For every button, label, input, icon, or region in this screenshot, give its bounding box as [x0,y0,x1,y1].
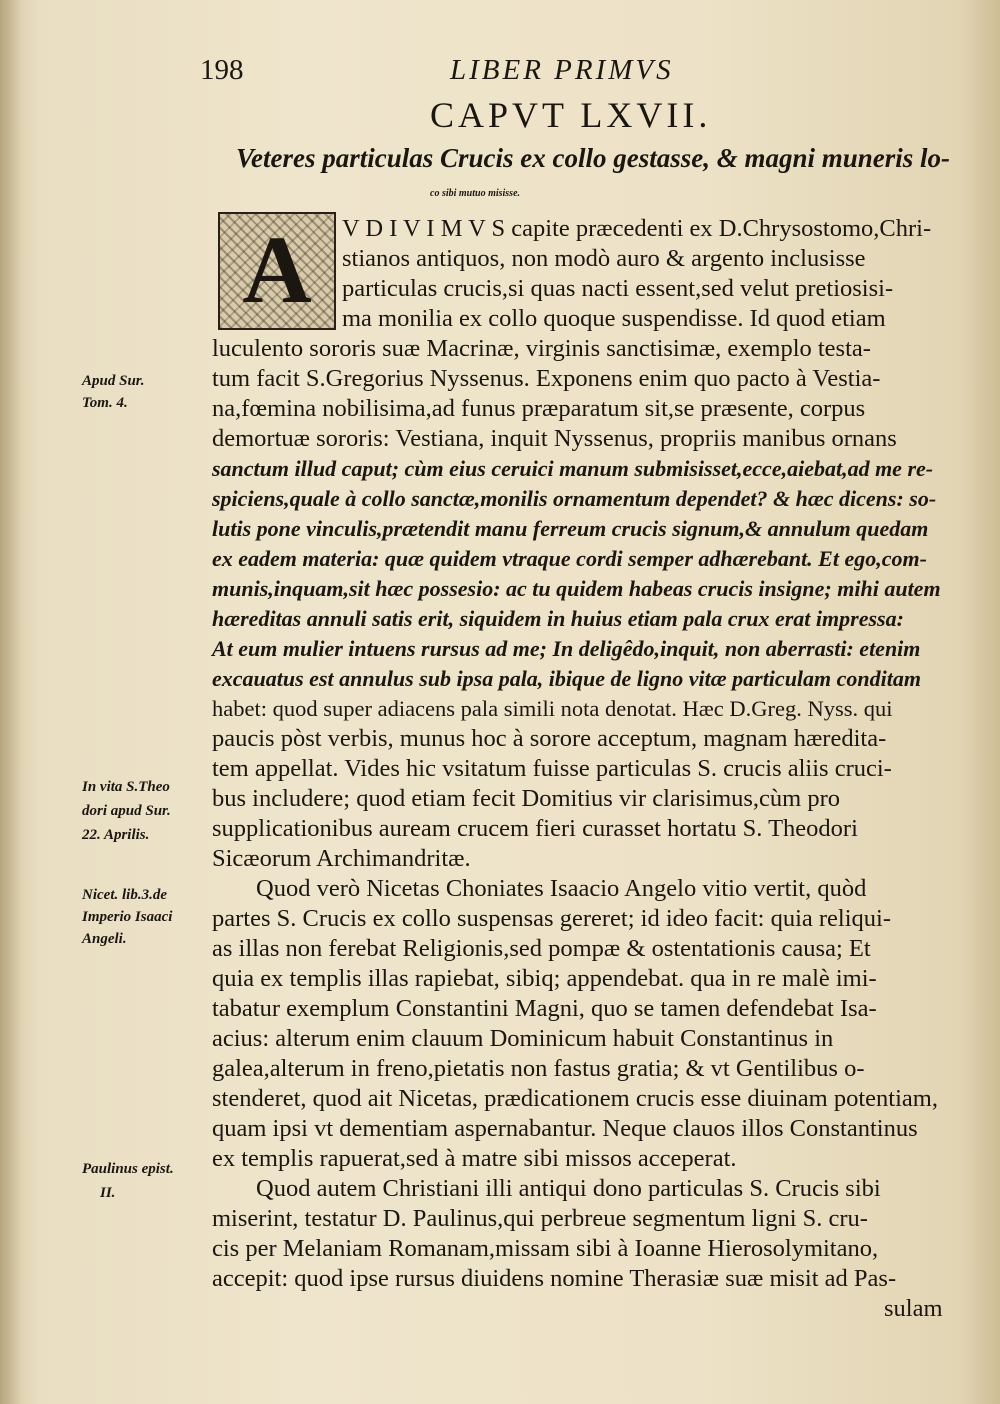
chapter-subtitle-line-1: Veteres particulas Crucis ex collo gestasse, & magni muneris lo- [236,143,951,173]
body-line: At eum mulier intuens rursus ad me; In deligêdo,inquit, non aberrasti: etenim [212,636,921,661]
decorated-initial [218,212,336,330]
body-line: tum facit S.Gregorius Nyssenus. Exponens enim quo pacto à Vestia- [212,365,881,392]
body-line: Quod verò Nicetas Choniates Isaacio Angelo vitio vertit, quòd [256,875,867,902]
body-line: quia ex templis illas rapiebat, sibiq; appendebat. qua in re malè imi- [212,965,877,992]
body-line: V D I V I M V S capite præcedenti ex D.Chrysostomo,Chri- [342,215,932,242]
body-line: galea,alterum in freno,pietatis non fastus gratia; & vt Gentilibus o- [212,1055,865,1082]
body-line: ma monilia ex collo quoque suspendisse. Id quod etiam [342,305,886,332]
margin-note-line: Nicet. lib.3.de [82,887,167,903]
chapter-subtitle-line-2: co sibi mutuo misisse. [430,188,521,199]
body-line: ex eadem materia: quæ quidem vtraque cordi semper adhærebant. Et ego,com- [212,546,927,571]
chapter-title: CAPVT LXVII. [430,95,712,135]
body-line: accepit: quod ipse rursus diuidens nomine Therasiæ suæ misit ad Pas- [212,1265,897,1292]
body-line: lutis pone vinculis,prætendit manu ferreum crucis signum,& annulum quedam [212,516,929,541]
body-line: as illas non ferebat Religionis,sed pompæ & ostentationis causa; Et [212,935,871,962]
body-line: tabatur exemplum Constantini Magni, quo se tamen defendebat Isa- [212,995,877,1022]
body-line: sanctum illud caput; cùm eius ceruici manum submisisset,ecce,aiebat,ad me re- [212,456,934,481]
initial-letter: A [242,216,312,323]
margin-note-line: In vita S.Theo [82,779,170,795]
body-line: excauatus est annulus sub ipsa pala, ibique de ligno vitæ particulam conditam [212,666,921,691]
margin-note-line: Apud Sur. [82,373,145,389]
margin-note-line: Paulinus epist. [82,1161,174,1177]
body-line: miserint, testatur D. Paulinus,qui perbreue segmentum ligni S. cru- [212,1205,868,1232]
margin-note-line: Imperio Isaaci [82,909,173,925]
body-line: Sicæorum Archimandritæ. [212,845,471,872]
body-line: paucis pòst verbis, munus hoc à sorore acceptum, magnam hæredita- [212,725,887,752]
body-line: supplicationibus auream crucem fieri curasset hortatu S. Theodori [212,815,858,842]
body-line: ex templis rapuerat,sed à matre sibi missos acceperat. [212,1145,737,1172]
body-line: cis per Melaniam Romanam,missam sibi à Ioanne Hierosolymitano, [212,1235,879,1262]
body-line: tem appellat. Vides hic vsitatum fuisse particulas S. crucis aliis cruci- [212,755,892,782]
body-line: na,fœmina nobilisima,ad funus præparatum sit,se præsente, corpus [212,395,866,422]
body-line: hæreditas annuli satis erit, siquidem in huius etiam pala crux erat impressa: [212,606,904,631]
body-line: particulas crucis,si quas nacti essent,sed velut pretiosisi- [342,275,894,302]
body-line: habet: quod super adiacens pala simili nota denotat. Hæc D.Greg. Nyss. qui [212,696,893,721]
body-line: munis,inquam,sit hæc possesio: ac tu quidem habeas crucis insigne; mihi autem [212,576,941,601]
body-line: luculento sororis suæ Macrinæ, virginis sanctisimæ, exemplo testa- [212,335,871,362]
body-line: demortuæ sororis: Vestiana, inquit Nyssenus, propriis manibus ornans [212,425,897,452]
margin-note-line: Tom. 4. [82,395,128,411]
margin-note-line: II. [100,1185,116,1201]
catchword: sulam [884,1295,943,1322]
gutter-shadow [0,0,22,1404]
body-line: partes S. Crucis ex collo suspensas gereret; id ideo facit: quia reliqui- [212,905,892,932]
body-line: Quod autem Christiani illi antiqui dono particulas S. Crucis sibi [256,1175,881,1202]
margin-note-line: Angeli. [82,931,127,947]
page-number: 198 [200,54,244,86]
margin-note-line: dori apud Sur. [82,803,171,819]
body-line: stenderet, quod ait Nicetas, prædicationem crucis esse diuinam potentiam, [212,1085,938,1112]
body-line: stianos antiquos, non modò auro & argento inclusisse [342,245,866,272]
running-title: LIBER PRIMVS [450,54,674,86]
body-line: bus includere; quod etiam fecit Domitius vir clarisimus,cùm pro [212,785,841,812]
body-line: quam ipsi vt dementiam aspernabantur. Neque clauos illos Constantinus [212,1115,918,1142]
margin-note-line: 22. Aprilis. [82,827,150,843]
body-line: acius: alterum enim clauum Dominicum habuit Constantinus in [212,1025,834,1052]
body-line: spiciens,quale à collo sanctæ,monilis ornamentum dependet? & hæc dicens: so- [212,486,937,511]
running-head [200,54,960,94]
